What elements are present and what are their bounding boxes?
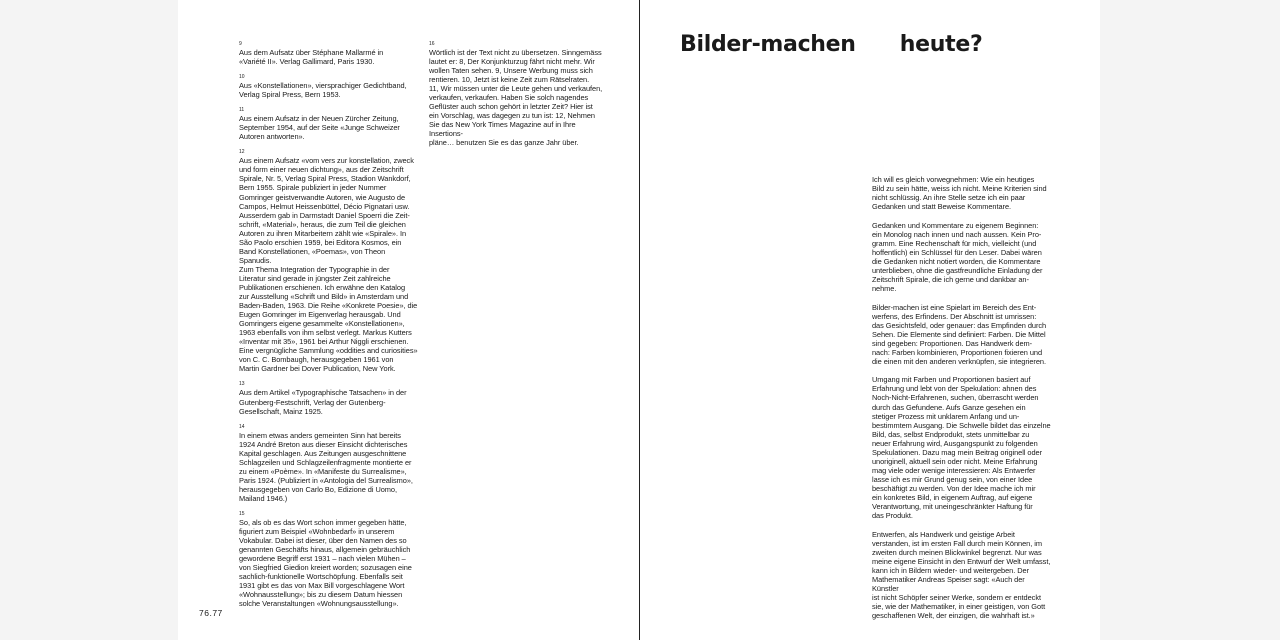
footnote-number: 9 [239, 41, 242, 47]
book-spread [178, 0, 1100, 640]
body-paragraph: Bilder-machen ist eine Spielart im Bereich des Ent- werfens, des Erfindens. Der Abschnitt ist umrissen: das Gesichtsfeld, oder genauer: das Empfinden durch Sehen. Die Elemente sind definiert: Farben. Die Mittel sind gegeben: Proportionen. Das Handwerk dem- nach: Farben kombinieren, Proportionen fixieren und die einen mit den anderen verknüpfen, sie integrieren. [872, 302, 1047, 366]
footnote-text: Aus einem Aufsatz in der Neuen Zürcher Zeitung, September 1954, auf der Seite «Junge Schweizer Autoren antworten». [239, 114, 400, 142]
footnote [239, 40, 419, 66]
footnote [429, 40, 609, 148]
footnote-number: 12 [239, 149, 245, 156]
page-title: Bilder-machen heute? [680, 32, 983, 57]
footnote-number: 16 [429, 41, 435, 47]
footnotes-column-1 [239, 40, 419, 615]
footnotes-column-2 [429, 40, 609, 155]
page-number: 76.77 [199, 608, 223, 618]
body-paragraph: Umgang mit Farben und Proportionen basiert auf Erfahrung und lebt von der Spekulation: ahnen des Noch-Nicht-Erfahrenen, suchen, überrascht werden durch das Gefundene. Aufs Ganze gesehen ein stetiger Prozess mit unklarem Anfang und un- bestimmtem Ausgang. Die Schwelle bildet das einzelne Bild, das, selbst Endprodukt, stets unmittelbar zu neuer Erfahrung wird, Ausgangspunkt zu folgenden Spekulationen. Dazu mag mein Beitrag originell oder unoriginell, aktuell sein oder nicht. Meine Erfahrung mag viele oder wenige interessieren: Als Entwerfer lasse ich es mir Grund genug sein, von einer Idee beschäftigt zu werden. Von der Idee mache ich mir ein konkretes Bild, in eigenem Auftrag, auf eigene Verantwortung, mit uneingeschränkter Haftung für das Produkt. [872, 375, 1051, 521]
footnote-text: Aus «Konstellationen», viersprachiger Gedichtband, Verlag Spiral Press, Bern 1953. [239, 81, 407, 100]
footnote [239, 106, 419, 141]
footnote [239, 423, 419, 503]
body-paragraph: Ich will es gleich vorwegnehmen: Wie ein heutiges Bild zu sein hätte, weiss ich nicht. Meine Kriterien sind nicht schlüssig. An ihre Stelle setze ich ein paar Gedanken und statt Beweise Kommentare. [872, 175, 1047, 212]
left-page [178, 0, 639, 640]
footnote [239, 510, 419, 608]
footnote-number: 11 [239, 107, 245, 114]
footnote-text: Aus einem Aufsatz «vom vers zur konstellation, zweck und form einer neuen dichtung», aus der Zeitschrift Spirale, Nr. 5, Verlag Spiral Press, Stadion Wankdorf, Bern 1955. Spirale publiziert in jeder Nummer Gomringer geistverwandte Autoren, wie Augusto de Campos, Helmut Heissenbüttel, Décio Pignatari usw. Ausserdem gab in Darmstadt Daniel Spoerri die Zeit- schrift, «Material», heraus, die zum Teil die gleichen Autoren zu ihren Mitarbeitern zählt wie «Spirale». In São Paolo erschien 1959, bei Editora Kosmos, ein Band Konstellationen, «Poemas», von Theon Spanudis. Zum Thema Integration der Typographie in der Literatur sind gerade in jüngster Zeit zahlreiche Publikationen erschienen. Ich erwähne den Katalog zur Ausstellung «Schrift und Bild» in Amsterdam und Baden-Baden, 1963. Die Reihe «Konkrete Poesie», die Eugen Gomringer im Eigenverlag herausgab. Und Gomringers eigene gesammelte «Konstellationen», 1963 ebenfalls von ihm selbst verlegt. Markus Kutters «Inventar mit 35», 1961 bei Arthur Niggli erschienen. Eine vergnügliche Sammlung «oddities and curiosities» von C. C. Bombaugh, herausgegeben 1961 von Martin Gardner bei Dover Publication, New York. [239, 156, 418, 374]
footnote-number: 13 [239, 381, 245, 388]
body-paragraph: Entwerfen, als Handwerk und geistige Arbeit verstanden, ist im ersten Fall durch mein Können, im zweiten durch meinen Blickwinkel begrenzt. Nur was meine eigene Einsicht in den Entwurf der Welt umfasst, kann ich in Bildern wieder- und weitergeben. Der Mathematiker Andreas Speiser sagt: «Auch der Künstler ist nicht Schöpfer seiner Werke, sondern er entdeckt sie, wie der Mathematiker, in einer geistigen, von Gott geschaffenen Welt, der einzigen, die wahrhaft ist.» [872, 529, 1051, 621]
footnote-number: 14 [239, 423, 245, 430]
footnote [239, 148, 419, 373]
footnote-number: 15 [239, 510, 245, 517]
footnote-number: 10 [239, 74, 245, 81]
footnote-text: So, als ob es das Wort schon immer gegeben hätte, figuriert zum Beispiel «Wohnbedarf» in unserem Vokabular. Dabei ist dieser, über den Namen des so genannten Geschäfts hinaus, allgemein gebräuchlich gewordene Begriff erst 1931 – nach vielen Mühen – von Siegfried Giedion kreiert worden; sozusagen eine sachlich-funktionelle Wortschöpfung. Ebenfalls seit 1931 gibt es das von Max Bill vorgeschlagene Wort «Wohnausstellung»; bis zu diesem Datum hiessen solche Veranstaltungen «Wohnungsausstellung». [239, 517, 412, 609]
footnote-text: Aus dem Artikel «Typographische Tatsachen» in der Gutenberg-Festschrift, Verlag der Gutenberg- Gesellschaft, Mainz 1925. [239, 388, 407, 416]
footnote [239, 380, 419, 415]
footnote-text: Aus dem Aufsatz über Stéphane Mallarmé in «Variété II». Verlag Gallimard, Paris 1930. [239, 48, 384, 67]
right-page [640, 0, 1100, 640]
footnote-text: In einem etwas anders gemeinten Sinn hat bereits 1924 André Breton aus dieser Einsicht dichterisches Kapital geschlagen. Aus Zeitungen ausgeschnittene Schlagzeilen und Schlagzeilenfragmente montierte er zu einem «Poème». In «Manifeste du Surrealisme», Paris 1924. (Publiziert in «Antologia del Surrealismo», herausgegeben von Carlo Bo, Edizione di Uomo, Mailand 1946.) [239, 430, 413, 503]
footnote [239, 73, 419, 99]
body-column [872, 175, 1052, 630]
footnote-text: Wörtlich ist der Text nicht zu übersetzen. Sinngemäss lautet er: 8, Der Konjunkturzug fährt nicht mehr. Wir wollen Taten sehen. 9, Unsere Werbung muss sich rentieren. 10, Jetzt ist keine Zeit zum Rätselraten. 11, Wir müssen unter die Leute gehen und verkaufen, verkaufen, verkaufen. Haben Sie solch nagendes Geflüster auch schon gehört in letzter Zeit? Hier ist ein Vorschlag, was dagegen zu tun ist: 12, Nehmen Sie das New York Times Magazine auf in Ihre Insertions- pläne… benutzen Sie es das ganze Jahr über. [429, 48, 603, 148]
body-paragraph: Gedanken und Kommentare zu eigenem Beginnen: ein Monolog nach innen und nach aussen. Kein Pro- gramm. Eine Rechenschaft für mich, vielleicht (und hoffentlich) ein Schlüssel für den Leser. Dabei wären die Gedanken nicht notiert worden, die Kommentare unterblieben, ohne die gastfreundliche Einladung der Zeitschrift Spirale, die ich gerne und dankbar an- nehme. [872, 220, 1043, 294]
